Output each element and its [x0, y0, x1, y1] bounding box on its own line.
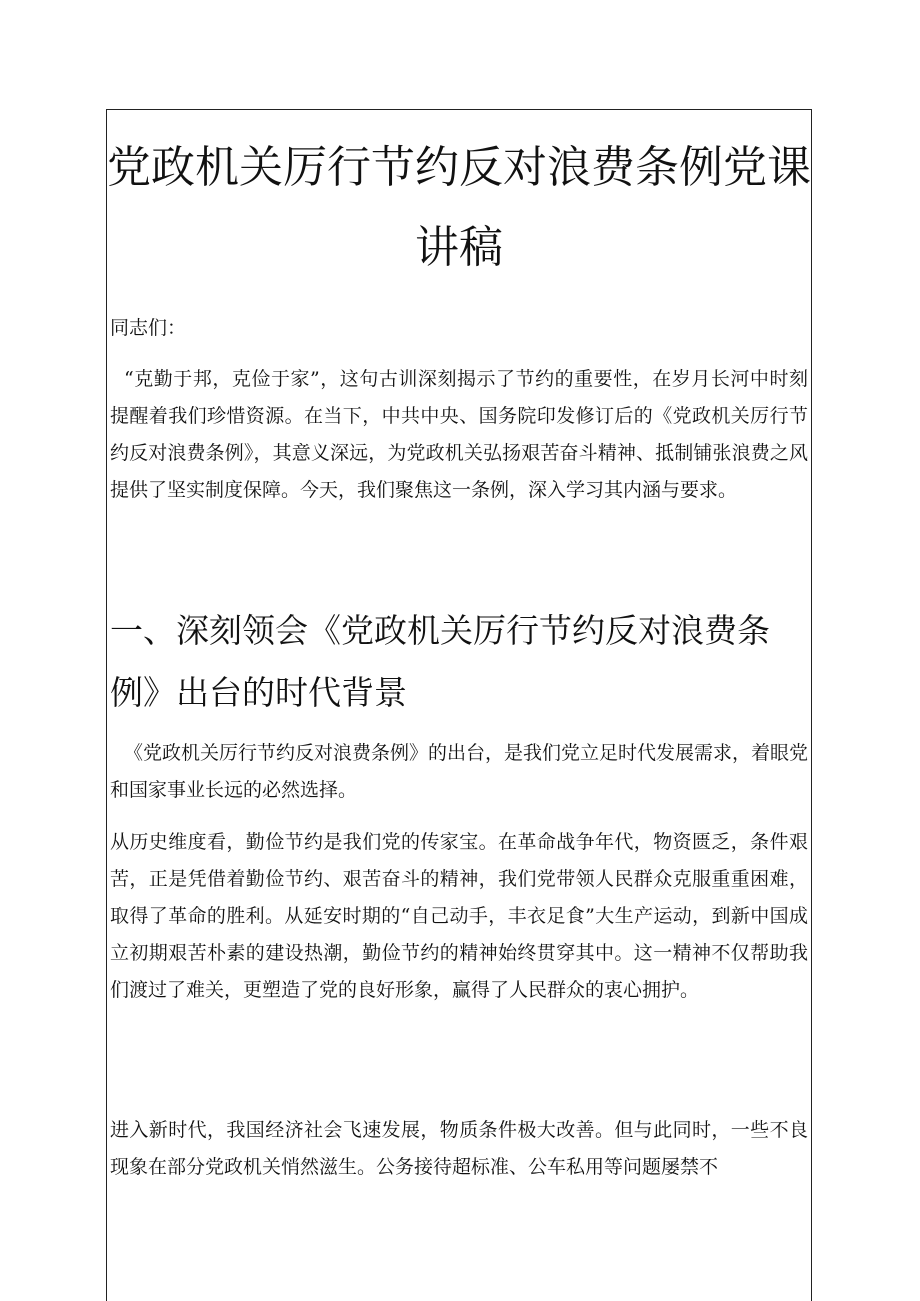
document-title: 党政机关厉行节约反对浪费条例党课讲稿 — [107, 142, 811, 273]
section-paragraph-2: 从历史维度看，勤俭节约是我们党的传家宝。在革命战争年代，物资匮乏，条件艰苦，正是凭借着勤俭节约、艰苦奋斗的精神，我们党带领人民群众克服重重困难，取得了革命的胜利。从延安时期的“自己动手，丰衣足食”大生产运动，到新中国成立初期艰苦朴素的建设热潮，勤俭节约的精神始终贯穿其中。这一精神不仅帮助我们渡过了难关，更塑造了党的良好形象，赢得了人民群众的衷心拥护。 — [110, 831, 808, 1001]
section-paragraph-3: 进入新时代，我国经济社会飞速发展，物质条件极大改善。但与此同时，一些不良现象在部分党政机关悄然滋生。公务接待超标准、公车私用等问题屡禁不 — [110, 1119, 808, 1178]
greeting-text: 同志们： — [110, 317, 187, 339]
intro-paragraph: “克勤于邦，克俭于家”，这句古训深刻揭示了节约的重要性，在岁月长河中时刻提醒着我们珍惜资源。在当下，中共中央、国务院印发修订后的《党政机关厉行节约反对浪费条例》，其意义深远，为党政机关弘扬艰苦奋斗精神、抵制铺张浪费之风提供了坚实制度保障。今天，我们聚焦这一条例，深入学习其内涵与要求。 — [110, 368, 808, 501]
section-heading: 一、深刻领会《党政机关厉行节约反对浪费条例》出台的时代背景 — [110, 611, 770, 712]
section-paragraph-1: 《党政机关厉行节约反对浪费条例》的出台，是我们党立足时代发展需求，着眼党和国家事业长远的必然选择。 — [110, 742, 809, 801]
